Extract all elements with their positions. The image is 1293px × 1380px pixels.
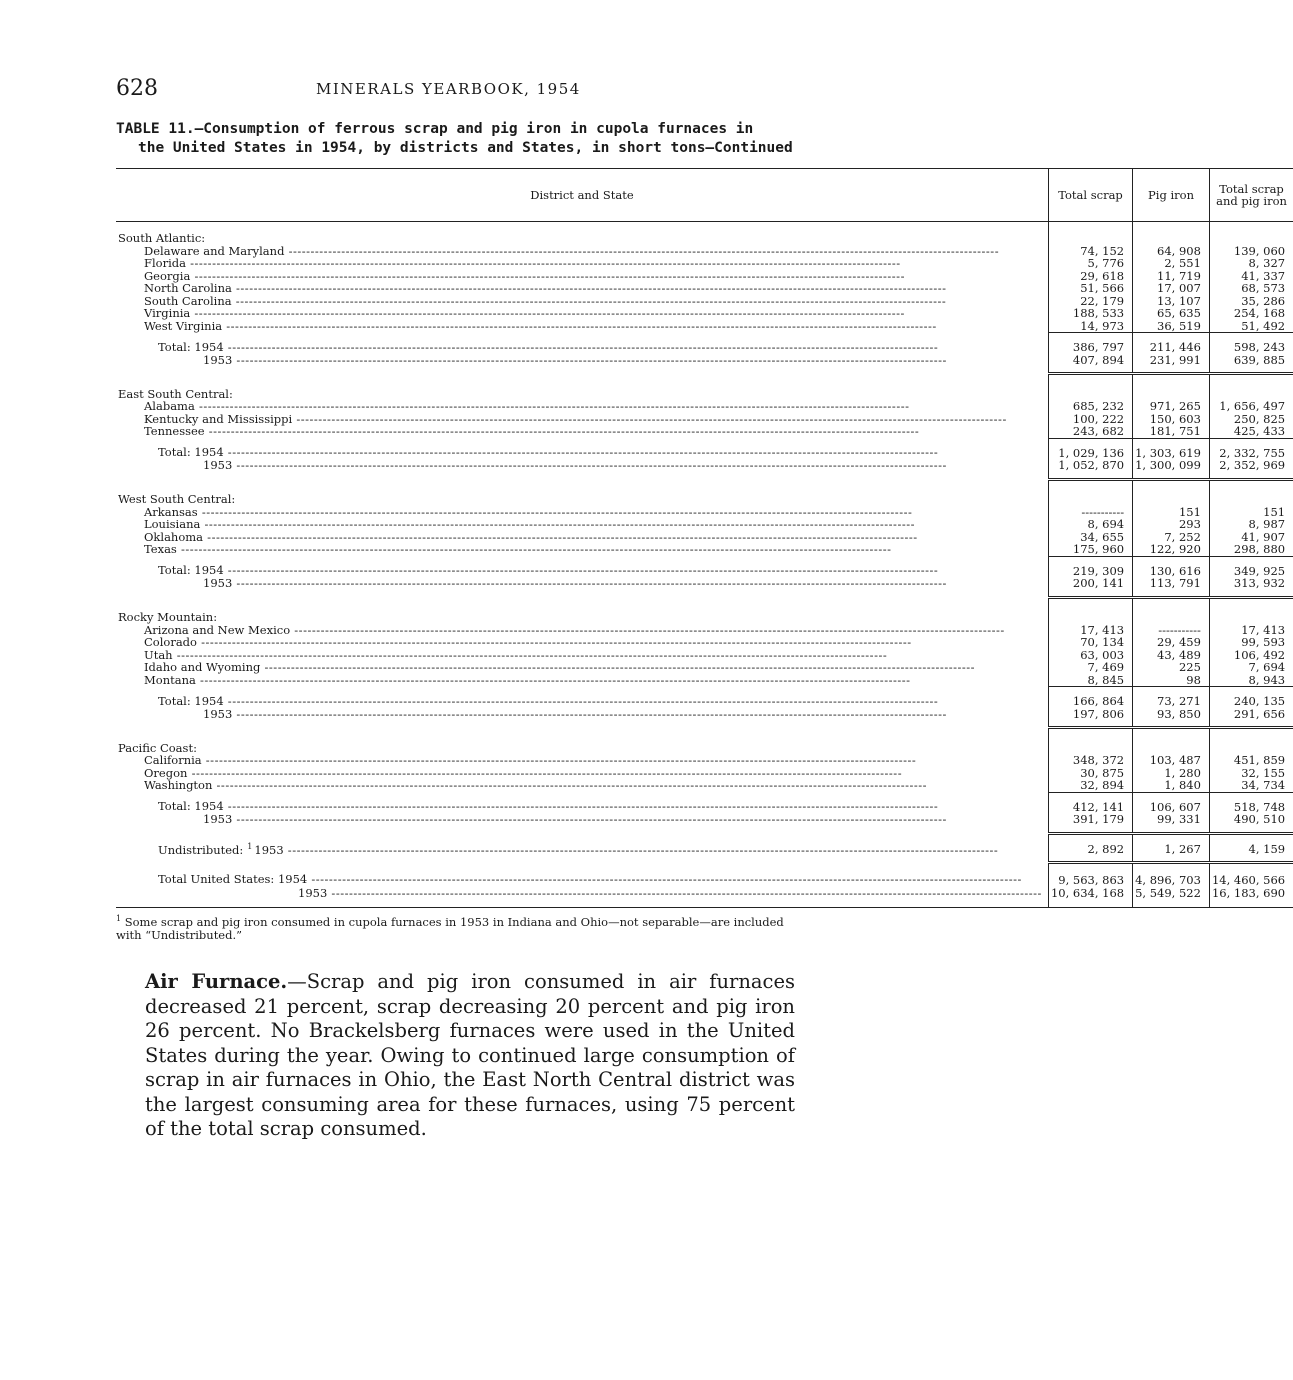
scrap-value: 63, 003: [1048, 649, 1132, 662]
scrap-value: 34, 655: [1048, 531, 1132, 544]
section-lead: Air Furnace.: [145, 970, 288, 993]
scrap-value: 1, 029, 136: [1048, 438, 1132, 459]
table-row: [116, 282, 1293, 295]
scrap-value: 30, 875: [1048, 767, 1132, 780]
state-name: [116, 400, 1048, 413]
pig-iron-value: 29, 459: [1133, 636, 1210, 649]
state-name-label: Tennessee -----: [144, 425, 1042, 438]
total-label-1953-label: 1953 -----: [203, 813, 1042, 826]
us-total-label-1954: [116, 863, 1048, 887]
total-label-1954: [116, 556, 1048, 577]
total-value: 99, 593: [1209, 636, 1293, 649]
total-label-1953: [116, 577, 1048, 597]
total-value: 8, 327: [1209, 257, 1293, 270]
pig-iron-value: 106, 607: [1133, 792, 1210, 813]
total-value: 298, 880: [1209, 543, 1293, 556]
state-name: [116, 257, 1048, 270]
empty-cell: [1048, 597, 1132, 624]
state-name-label: Idaho and Wyoming -----: [144, 661, 1042, 674]
pig-iron-value: 231, 991: [1133, 354, 1210, 374]
state-name-label: Kentucky and Mississippi -----: [144, 413, 1042, 426]
district-heading: Pacific Coast:: [118, 740, 197, 755]
footnote-ref: 1: [247, 842, 253, 851]
total-value: 7, 694: [1209, 661, 1293, 674]
state-name-label: California -----: [144, 754, 1042, 767]
empty-cell: [1048, 728, 1132, 755]
total-row-1954: [116, 438, 1293, 459]
district-heading-row: [116, 222, 1293, 245]
empty-cell: [1209, 479, 1293, 506]
state-name-label: Washington -----: [144, 779, 1042, 792]
pig-iron-value: 225: [1133, 661, 1210, 674]
state-name-label: Georgia -----: [144, 270, 1042, 283]
total-label-1953: [116, 459, 1048, 479]
consumption-table: [116, 168, 1287, 908]
table-row: [116, 779, 1293, 792]
scrap-value: 386, 797: [1048, 333, 1132, 354]
total-value: 8, 943: [1209, 674, 1293, 687]
scrap-value: 219, 309: [1048, 556, 1132, 577]
total-value: 8, 987: [1209, 518, 1293, 531]
empty-cell: [1209, 728, 1293, 755]
caption-line-1: TABLE 11.—Consumption of ferrous scrap and pig iron in cupola furnaces in: [116, 121, 754, 137]
total-value: 106, 492: [1209, 649, 1293, 662]
body-paragraph: [145, 970, 795, 1142]
total-value: 518, 748: [1209, 792, 1293, 813]
table-row: [116, 636, 1293, 649]
total-label-1954-label: Total: 1954 -----: [158, 341, 1042, 354]
pig-iron-value: 4, 896, 703: [1133, 863, 1210, 887]
total-value: 425, 433: [1209, 425, 1293, 438]
total-value: 639, 885: [1209, 354, 1293, 374]
empty-cell: [1133, 479, 1210, 506]
total-value: 254, 168: [1209, 307, 1293, 320]
scrap-value: 391, 179: [1048, 813, 1132, 833]
caption-line-2: the United States in 1954, by districts and States, in short tons—Continued: [138, 140, 793, 156]
total-label-1953-label: 1953 -----: [203, 577, 1042, 590]
scrap-value: 51, 566: [1048, 282, 1132, 295]
total-label-1954: [116, 333, 1048, 354]
total-value: 17, 413: [1209, 624, 1293, 637]
pig-iron-value: 93, 850: [1133, 708, 1210, 728]
table-row: [116, 400, 1293, 413]
state-name: [116, 518, 1048, 531]
total-row-1954: [116, 687, 1293, 708]
scrap-value: 7, 469: [1048, 661, 1132, 674]
total-value: 51, 492: [1209, 320, 1293, 333]
pig-iron-value: 181, 751: [1133, 425, 1210, 438]
page-header: [116, 76, 796, 106]
us-total-label-1954-label: Total United States: 1954 -----: [158, 873, 1042, 886]
total-row-1954: [116, 333, 1293, 354]
total-row-1953: [116, 813, 1293, 833]
empty-cell: [1209, 374, 1293, 401]
us-total-row-1953: [116, 887, 1293, 908]
pig-iron-value: 293: [1133, 518, 1210, 531]
paragraph-text: —Scrap and pig iron consumed in air furnaces decreased 21 percent, scrap decreasing 20 percent and pig iron 26 percent. No Brackelsberg furnaces were used in the United States during the year. Owing to continued large consumption of scrap in air furnaces in Ohio, the East North Central district was the largest consuming area for these furnaces, using 75 percent of the total scrap consumed.: [145, 970, 796, 1140]
pig-iron-value: 1, 303, 619: [1133, 438, 1210, 459]
us-total-label-1953: [116, 887, 1048, 908]
empty-cell: [1048, 222, 1132, 245]
pig-iron-value: 130, 616: [1133, 556, 1210, 577]
empty-cell: [1133, 374, 1210, 401]
state-name-label: North Carolina -----: [144, 282, 1042, 295]
scrap-value: -----------: [1048, 506, 1132, 519]
pig-iron-value: 36, 519: [1133, 320, 1210, 333]
table-header-row: [116, 169, 1293, 222]
total-label-1954: [116, 792, 1048, 813]
state-name-label: Florida -----: [144, 257, 1042, 270]
scrap-value: 1, 052, 870: [1048, 459, 1132, 479]
empty-cell: [1133, 597, 1210, 624]
footnote-marker: 1: [116, 914, 122, 923]
scrap-value: 9, 563, 863: [1048, 863, 1132, 887]
district-heading-row: [116, 728, 1293, 755]
undistributed-label-text: [158, 841, 1042, 856]
scrap-value: 407, 894: [1048, 354, 1132, 374]
district-heading-row: [116, 597, 1293, 624]
total-value: 1, 656, 497: [1209, 400, 1293, 413]
pig-iron-value: 11, 719: [1133, 270, 1210, 283]
pig-iron-value: 103, 487: [1133, 754, 1210, 767]
empty-cell: [1048, 479, 1132, 506]
state-name-label: Arkansas -----: [144, 506, 1042, 519]
page-number: 628: [116, 76, 158, 101]
state-name-label: Louisiana -----: [144, 518, 1042, 531]
total-value: 14, 460, 566: [1209, 863, 1293, 887]
total-label-1953: [116, 708, 1048, 728]
empty-cell: [1209, 222, 1293, 245]
total-label-1954-label: Total: 1954 -----: [158, 800, 1042, 813]
pig-iron-value: 1, 300, 099: [1133, 459, 1210, 479]
pig-iron-value: 113, 791: [1133, 577, 1210, 597]
table-body: [116, 222, 1293, 908]
total-label-1954: [116, 438, 1048, 459]
pig-iron-value: 1, 840: [1133, 779, 1210, 792]
pig-iron-value: 17, 007: [1133, 282, 1210, 295]
state-name: [116, 674, 1048, 687]
table-row: [116, 307, 1293, 320]
total-value: 35, 286: [1209, 295, 1293, 308]
scrap-value: 197, 806: [1048, 708, 1132, 728]
total-value: 598, 243: [1209, 333, 1293, 354]
table-row: [116, 754, 1293, 767]
scrap-value: 10, 634, 168: [1048, 887, 1132, 908]
scrap-value: 100, 222: [1048, 413, 1132, 426]
table-caption: [116, 120, 796, 158]
scrap-value: 8, 694: [1048, 518, 1132, 531]
pig-iron-value: 122, 920: [1133, 543, 1210, 556]
total-label-1953-label: 1953 -----: [203, 459, 1042, 472]
pig-iron-value: 73, 271: [1133, 687, 1210, 708]
table-row: [116, 661, 1293, 674]
pig-iron-value: 13, 107: [1133, 295, 1210, 308]
total-label-1953: [116, 813, 1048, 833]
pig-iron-value: 2, 551: [1133, 257, 1210, 270]
scrap-value: 5, 776: [1048, 257, 1132, 270]
state-name: [116, 425, 1048, 438]
total-value: 41, 907: [1209, 531, 1293, 544]
total-row-1953: [116, 354, 1293, 374]
pig-iron-value: 1, 267: [1133, 833, 1210, 863]
state-name: [116, 754, 1048, 767]
footnote-text: Some scrap and pig iron consumed in cupola furnaces in 1953 in Indiana and Ohio—not separable—are included with “Undistributed.”: [116, 914, 784, 942]
total-row-1953: [116, 708, 1293, 728]
district-heading: East South Central:: [118, 386, 233, 401]
pig-iron-value: 211, 446: [1133, 333, 1210, 354]
total-value: 16, 183, 690: [1209, 887, 1293, 908]
total-value: 2, 352, 969: [1209, 459, 1293, 479]
table-row: [116, 518, 1293, 531]
total-label-1954: [116, 687, 1048, 708]
table-row: [116, 257, 1293, 270]
undistributed-year: 1953: [254, 842, 284, 857]
total-label-1954-label: Total: 1954 -----: [158, 446, 1042, 459]
scrap-value: 175, 960: [1048, 543, 1132, 556]
total-value: 34, 734: [1209, 779, 1293, 792]
total-row-1954: [116, 556, 1293, 577]
state-name: [116, 320, 1048, 333]
pig-iron-value: 151: [1133, 506, 1210, 519]
scrap-value: 70, 134: [1048, 636, 1132, 649]
pig-iron-value: -----------: [1133, 624, 1210, 637]
state-name-label: Arizona and New Mexico -----: [144, 624, 1042, 637]
district-heading: Rocky Mountain:: [118, 610, 218, 624]
state-name-label: Virginia -----: [144, 307, 1042, 320]
district-heading-row: [116, 479, 1293, 506]
state-name-label: Colorado -----: [144, 636, 1042, 649]
total-value: 313, 932: [1209, 577, 1293, 597]
district-heading: West South Central:: [118, 492, 236, 506]
total-row-1953: [116, 577, 1293, 597]
scrap-value: 200, 141: [1048, 577, 1132, 597]
empty-cell: [1133, 728, 1210, 755]
total-value: 4, 159: [1209, 833, 1293, 863]
state-name-label: Montana -----: [144, 674, 1042, 687]
empty-cell: [1048, 374, 1132, 401]
total-label-1953-label: 1953 -----: [203, 354, 1042, 367]
total-value: 32, 155: [1209, 767, 1293, 780]
total-value: 2, 332, 755: [1209, 438, 1293, 459]
empty-cell: [1133, 222, 1210, 245]
undistributed-label: [116, 833, 1048, 863]
pig-iron-value: 98: [1133, 674, 1210, 687]
total-value: 151: [1209, 506, 1293, 519]
total-row-1954: [116, 792, 1293, 813]
state-name: [116, 661, 1048, 674]
table-row: [116, 425, 1293, 438]
state-name: [116, 779, 1048, 792]
total-value: 240, 135: [1209, 687, 1293, 708]
state-name-label: Texas -----: [144, 543, 1042, 556]
state-name: [116, 282, 1048, 295]
running-title: MINERALS YEARBOOK, 1954: [316, 80, 581, 98]
scrap-value: 188, 533: [1048, 307, 1132, 320]
pig-iron-value: 7, 252: [1133, 531, 1210, 544]
scrap-value: 412, 141: [1048, 792, 1132, 813]
total-value: 250, 825: [1209, 413, 1293, 426]
undistributed-row: [116, 833, 1293, 863]
pig-iron-value: 65, 635: [1133, 307, 1210, 320]
state-name-label: Alabama -----: [144, 400, 1042, 413]
pig-iron-value: 150, 603: [1133, 413, 1210, 426]
total-value: 349, 925: [1209, 556, 1293, 577]
state-name: [116, 636, 1048, 649]
state-name-label: Oregon -----: [144, 767, 1042, 780]
scrap-value: 29, 618: [1048, 270, 1132, 283]
total-label-1953-label: 1953 -----: [203, 708, 1042, 721]
total-value: 41, 337: [1209, 270, 1293, 283]
scrap-value: 2, 892: [1048, 833, 1132, 863]
scrap-value: 8, 845: [1048, 674, 1132, 687]
table-row: [116, 674, 1293, 687]
total-value: 68, 573: [1209, 282, 1293, 295]
state-name: [116, 543, 1048, 556]
total-value: 291, 656: [1209, 708, 1293, 728]
scrap-value: 166, 864: [1048, 687, 1132, 708]
pig-iron-value: 43, 489: [1133, 649, 1210, 662]
state-name-label: South Carolina -----: [144, 295, 1042, 308]
table-row: [116, 320, 1293, 333]
total-value: 139, 060: [1209, 245, 1293, 258]
table-footnote: [116, 912, 796, 942]
total-value: 451, 859: [1209, 754, 1293, 767]
total-label-1954-label: Total: 1954 -----: [158, 695, 1042, 708]
pig-iron-value: 5, 549, 522: [1133, 887, 1210, 908]
scrap-value: 14, 973: [1048, 320, 1132, 333]
us-total-row-1954: [116, 863, 1293, 887]
state-name: [116, 307, 1048, 320]
state-name-label: West Virginia -----: [144, 320, 1042, 333]
column-header-total: Total scrap and pig iron: [1209, 169, 1293, 222]
total-value: 490, 510: [1209, 813, 1293, 833]
scrap-value: 74, 152: [1048, 245, 1132, 258]
district-heading-row: [116, 374, 1293, 401]
column-header-scrap: Total scrap: [1048, 169, 1132, 222]
pig-iron-value: 971, 265: [1133, 400, 1210, 413]
scrap-value: 685, 232: [1048, 400, 1132, 413]
empty-cell: [1209, 597, 1293, 624]
pig-iron-value: 99, 331: [1133, 813, 1210, 833]
us-total-label-1953-label: 1953 -----: [298, 887, 1042, 900]
table-row: [116, 543, 1293, 556]
scrap-value: 348, 372: [1048, 754, 1132, 767]
total-row-1953: [116, 459, 1293, 479]
total-label-1954-label: Total: 1954 -----: [158, 564, 1042, 577]
column-header-district: District and State: [116, 169, 1048, 222]
pig-iron-value: 64, 908: [1133, 245, 1210, 258]
column-header-pig-iron: Pig iron: [1133, 169, 1210, 222]
scrap-value: 17, 413: [1048, 624, 1132, 637]
state-name-label: Delaware and Maryland -----: [144, 245, 1042, 258]
state-name-label: Utah -----: [144, 649, 1042, 662]
state-name-label: Oklahoma -----: [144, 531, 1042, 544]
district-heading: South Atlantic:: [118, 231, 206, 245]
pig-iron-value: 1, 280: [1133, 767, 1210, 780]
scrap-value: 32, 894: [1048, 779, 1132, 792]
scrap-value: 22, 179: [1048, 295, 1132, 308]
total-label-1953: [116, 354, 1048, 374]
undistributed-text: Undistributed:: [158, 842, 244, 857]
scrap-value: 243, 682: [1048, 425, 1132, 438]
